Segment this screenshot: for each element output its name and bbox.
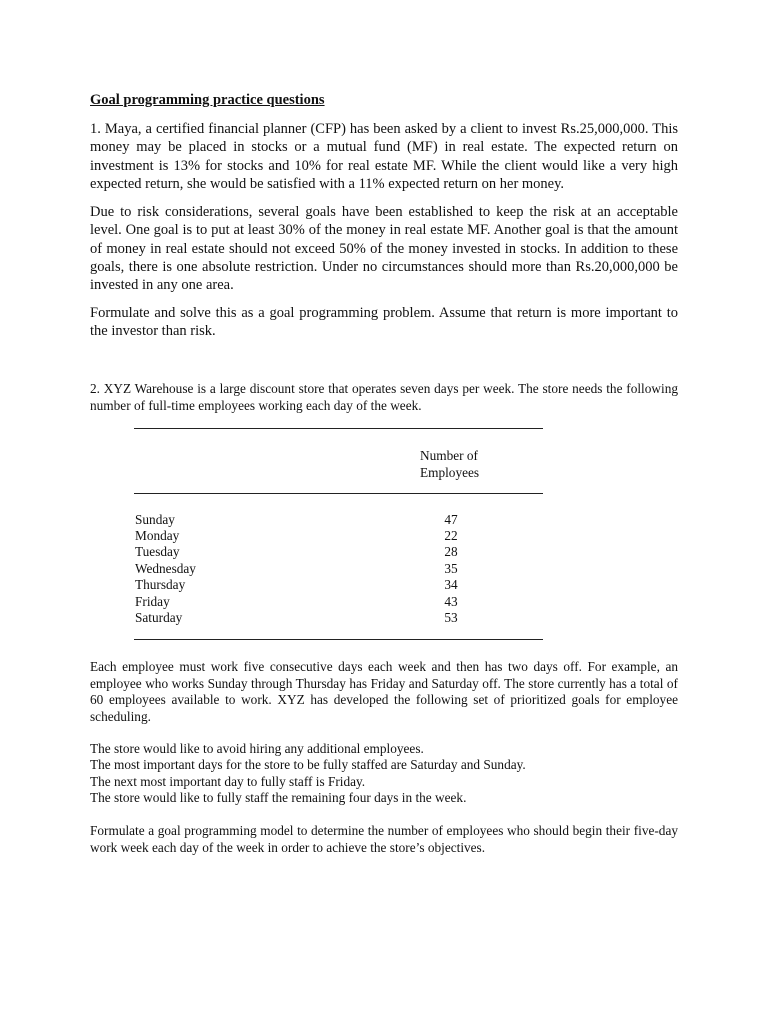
goal-item: The store would like to avoid hiring any additional employees.	[90, 741, 424, 756]
table-count: 43	[444, 594, 458, 609]
table-day: Thursday	[135, 577, 186, 592]
table-day: Friday	[135, 594, 170, 609]
table-column-header	[420, 447, 520, 481]
table-top-rule	[134, 428, 543, 429]
table-count: 34	[444, 577, 458, 592]
table-day: Wednesday	[135, 561, 196, 576]
table-count: 35	[444, 561, 458, 576]
goal-item: The most important days for the store to be fully staffed are Saturday and Sunday.	[90, 757, 526, 772]
table-count: 22	[444, 528, 458, 543]
q2-intro: 2. XYZ Warehouse is a large discount store that operates seven days per week. The store needs the following number of full-time employees working each day of the week.	[90, 381, 678, 413]
table-bottom-rule	[134, 639, 543, 640]
table-count: 28	[444, 544, 458, 559]
q1-paragraph-2: Due to risk considerations, several goals have been established to keep the risk at an acceptable level. One goal is to put at least 30% of the money in real estate MF. Another goal is that the amount of money in real estate should not exceed 50% of the money invested in stocks. In addition to these goals, there is one absolute restriction. Under no circumstances should more than Rs.20,000,000 be invested in any one area.	[90, 204, 678, 294]
q2-formulate-paragraph: Formulate a goal programming model to determine the number of employees who should begin their five-day work week each day of the week in order to achieve the store’s objectives.	[90, 823, 678, 855]
table-count: 53	[444, 610, 458, 625]
table-day: Saturday	[135, 610, 183, 625]
q2-schedule-paragraph: Each employee must work five consecutive days each week and then has two days off. For example, an employee who works Sunday through Thursday has Friday and Saturday off. The store currently has a total of 60 employees available to work. XYZ has developed the following set of prioritized goals for employee scheduling.	[90, 659, 678, 724]
table-day: Monday	[135, 528, 180, 543]
table-day: Tuesday	[135, 544, 180, 559]
table-count: 47	[444, 512, 458, 527]
page-title: Goal programming practice questions	[90, 92, 325, 108]
goal-item: The next most important day to fully staff is Friday.	[90, 774, 366, 789]
q1-paragraph-3: Formulate and solve this as a goal programming problem. Assume that return is more important to the investor than risk.	[90, 305, 678, 340]
table-header-rule	[134, 493, 543, 494]
goal-item: The store would like to fully staff the remaining four days in the week.	[90, 790, 467, 805]
table-day: Sunday	[135, 512, 175, 527]
q1-paragraph-1: 1. Maya, a certified financial planner (CFP) has been asked by a client to invest Rs.25,000,000. This money may be placed in stocks or a mutual fund (MF) in real estate. The expected return on investment is 13% for stocks and 10% for real estate MF. While the client would like a very high expected return, she would be satisfied with a 11% expected return on her money.	[90, 121, 678, 192]
table-header-line-1: Number of	[420, 448, 478, 463]
table-header-line-2: Employees	[420, 465, 480, 480]
